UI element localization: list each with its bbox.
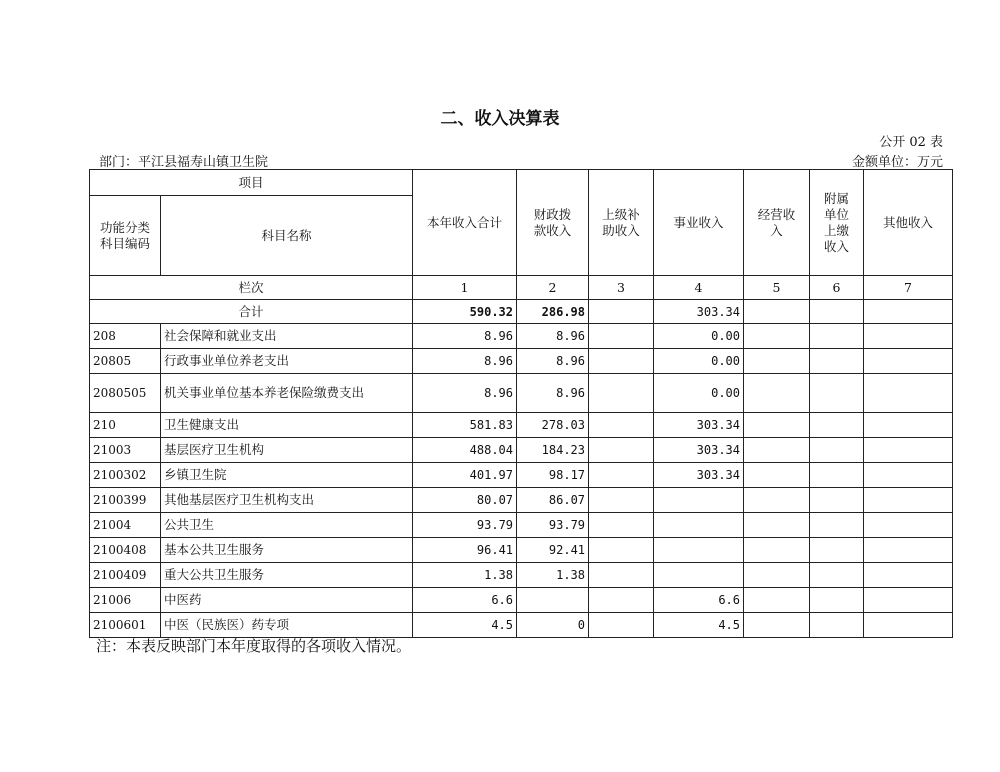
empty-cell [589, 538, 654, 563]
empty-cell [864, 413, 953, 438]
cell-code: 208 [90, 324, 161, 349]
cell-total: 401.97 [413, 463, 517, 488]
empty-cell [744, 413, 810, 438]
table-row [90, 538, 953, 563]
empty-cell [589, 488, 654, 513]
column-number-row [90, 276, 953, 300]
cell-code: 21004 [90, 513, 161, 538]
column-no-label: 栏次 [90, 276, 413, 300]
empty-cell [744, 324, 810, 349]
cell-name: 基层医疗卫生机构 [161, 438, 413, 463]
empty-cell [864, 463, 953, 488]
empty-cell [810, 613, 864, 638]
empty-cell [744, 488, 810, 513]
amount-unit-label: 金额单位：万元 [851, 155, 943, 170]
table-row [90, 613, 953, 638]
cell-business: 303.34 [654, 463, 744, 488]
empty-cell [810, 438, 864, 463]
empty-cell [744, 438, 810, 463]
cell-name: 中医（民族医）药专项 [161, 613, 413, 638]
cell-code: 21003 [90, 438, 161, 463]
cell-business [654, 563, 744, 588]
empty-cell [864, 349, 953, 374]
header-total: 本年收入合计 [413, 170, 517, 276]
cell-name: 卫生健康支出 [161, 413, 413, 438]
cell-fiscal: 8.96 [517, 374, 589, 413]
cell-business: 303.34 [654, 413, 744, 438]
cell-business [654, 513, 744, 538]
header-code: 功能分类科目编码 [90, 196, 161, 276]
table-row [90, 588, 953, 613]
header-other: 其他收入 [864, 170, 953, 276]
table-row [90, 413, 953, 438]
cell-code: 2100399 [90, 488, 161, 513]
empty-cell [589, 438, 654, 463]
cell-name: 社会保障和就业支出 [161, 324, 413, 349]
cell-code: 2080505 [90, 374, 161, 413]
header-affiliated: 附属单位上缴收入 [810, 170, 864, 276]
empty-cell [589, 588, 654, 613]
table-row [90, 488, 953, 513]
cell-total: 6.6 [413, 588, 517, 613]
cell-code: 2100408 [90, 538, 161, 563]
empty-cell [589, 349, 654, 374]
header-operating: 经营收入 [744, 170, 810, 276]
form-number: 公开 02 表 [879, 135, 943, 150]
empty-cell [589, 374, 654, 413]
cell-total: 8.96 [413, 349, 517, 374]
department-label: 部门：平江县福寿山镇卫生院 [99, 155, 269, 170]
empty-cell [589, 513, 654, 538]
cell-fiscal: 1.38 [517, 563, 589, 588]
cell-fiscal: 278.03 [517, 413, 589, 438]
cell-business: 0.00 [654, 374, 744, 413]
cell-name: 其他基层医疗卫生机构支出 [161, 488, 413, 513]
summary-business: 303.34 [654, 300, 744, 324]
cell-total: 8.96 [413, 374, 517, 413]
cell-business: 303.34 [654, 438, 744, 463]
income-table [89, 169, 953, 638]
empty-cell [589, 463, 654, 488]
column-no: 5 [744, 276, 810, 300]
cell-fiscal: 93.79 [517, 513, 589, 538]
cell-business: 0.00 [654, 324, 744, 349]
empty-cell [864, 538, 953, 563]
cell-fiscal: 8.96 [517, 324, 589, 349]
empty-cell [589, 324, 654, 349]
cell-business: 6.6 [654, 588, 744, 613]
empty-cell [810, 563, 864, 588]
empty-cell [864, 300, 953, 324]
empty-cell [744, 374, 810, 413]
cell-code: 20805 [90, 349, 161, 374]
summary-label: 合计 [90, 300, 413, 324]
empty-cell [864, 513, 953, 538]
cell-fiscal: 92.41 [517, 538, 589, 563]
cell-fiscal: 0 [517, 613, 589, 638]
empty-cell [810, 488, 864, 513]
empty-cell [744, 463, 810, 488]
empty-cell [589, 613, 654, 638]
table-row [90, 324, 953, 349]
cell-business [654, 488, 744, 513]
column-no: 6 [810, 276, 864, 300]
cell-name: 行政事业单位养老支出 [161, 349, 413, 374]
empty-cell [744, 513, 810, 538]
empty-cell [810, 413, 864, 438]
cell-total: 8.96 [413, 324, 517, 349]
table-note: 注：本表反映部门本年度取得的各项收入情况。 [96, 637, 412, 655]
cell-total: 96.41 [413, 538, 517, 563]
empty-cell [810, 538, 864, 563]
empty-cell [810, 513, 864, 538]
cell-business: 4.5 [654, 613, 744, 638]
column-no: 4 [654, 276, 744, 300]
empty-cell [810, 374, 864, 413]
header-fiscal: 财政拨款收入 [517, 170, 589, 276]
cell-name: 乡镇卫生院 [161, 463, 413, 488]
column-no: 7 [864, 276, 953, 300]
header-business: 事业收入 [654, 170, 744, 276]
empty-cell [810, 349, 864, 374]
empty-cell [744, 300, 810, 324]
empty-cell [744, 613, 810, 638]
column-no: 3 [589, 276, 654, 300]
empty-cell [864, 588, 953, 613]
cell-total: 93.79 [413, 513, 517, 538]
empty-cell [864, 324, 953, 349]
empty-cell [864, 563, 953, 588]
empty-cell [810, 463, 864, 488]
cell-code: 2100601 [90, 613, 161, 638]
empty-cell [810, 300, 864, 324]
summary-row [90, 300, 953, 324]
cell-fiscal [517, 588, 589, 613]
empty-cell [810, 324, 864, 349]
cell-name: 机关事业单位基本养老保险缴费支出 [161, 374, 413, 413]
empty-cell [864, 488, 953, 513]
empty-cell [810, 588, 864, 613]
empty-cell [744, 349, 810, 374]
header-row-1 [90, 170, 953, 196]
column-no: 1 [413, 276, 517, 300]
empty-cell [589, 300, 654, 324]
cell-total: 488.04 [413, 438, 517, 463]
cell-name: 公共卫生 [161, 513, 413, 538]
summary-fiscal: 286.98 [517, 300, 589, 324]
report-title: 二、收入决算表 [440, 109, 560, 129]
cell-fiscal: 98.17 [517, 463, 589, 488]
cell-business: 0.00 [654, 349, 744, 374]
cell-code: 210 [90, 413, 161, 438]
empty-cell [864, 613, 953, 638]
header-name: 科目名称 [161, 196, 413, 276]
empty-cell [864, 438, 953, 463]
cell-name: 重大公共卫生服务 [161, 563, 413, 588]
table-row [90, 563, 953, 588]
cell-business [654, 538, 744, 563]
empty-cell [744, 563, 810, 588]
table-row [90, 463, 953, 488]
table-row [90, 438, 953, 463]
column-no: 2 [517, 276, 589, 300]
empty-cell [589, 563, 654, 588]
empty-cell [589, 413, 654, 438]
cell-code: 2100409 [90, 563, 161, 588]
cell-fiscal: 184.23 [517, 438, 589, 463]
cell-fiscal: 8.96 [517, 349, 589, 374]
cell-code: 21006 [90, 588, 161, 613]
table-row [90, 349, 953, 374]
cell-name: 基本公共卫生服务 [161, 538, 413, 563]
cell-total: 80.07 [413, 488, 517, 513]
cell-total: 1.38 [413, 563, 517, 588]
empty-cell [744, 588, 810, 613]
header-item: 项目 [90, 170, 413, 196]
empty-cell [864, 374, 953, 413]
table-row [90, 513, 953, 538]
summary-total: 590.32 [413, 300, 517, 324]
cell-code: 2100302 [90, 463, 161, 488]
header-superior: 上级补助收入 [589, 170, 654, 276]
cell-fiscal: 86.07 [517, 488, 589, 513]
cell-name: 中医药 [161, 588, 413, 613]
cell-total: 4.5 [413, 613, 517, 638]
cell-total: 581.83 [413, 413, 517, 438]
table-row [90, 374, 953, 413]
empty-cell [744, 538, 810, 563]
